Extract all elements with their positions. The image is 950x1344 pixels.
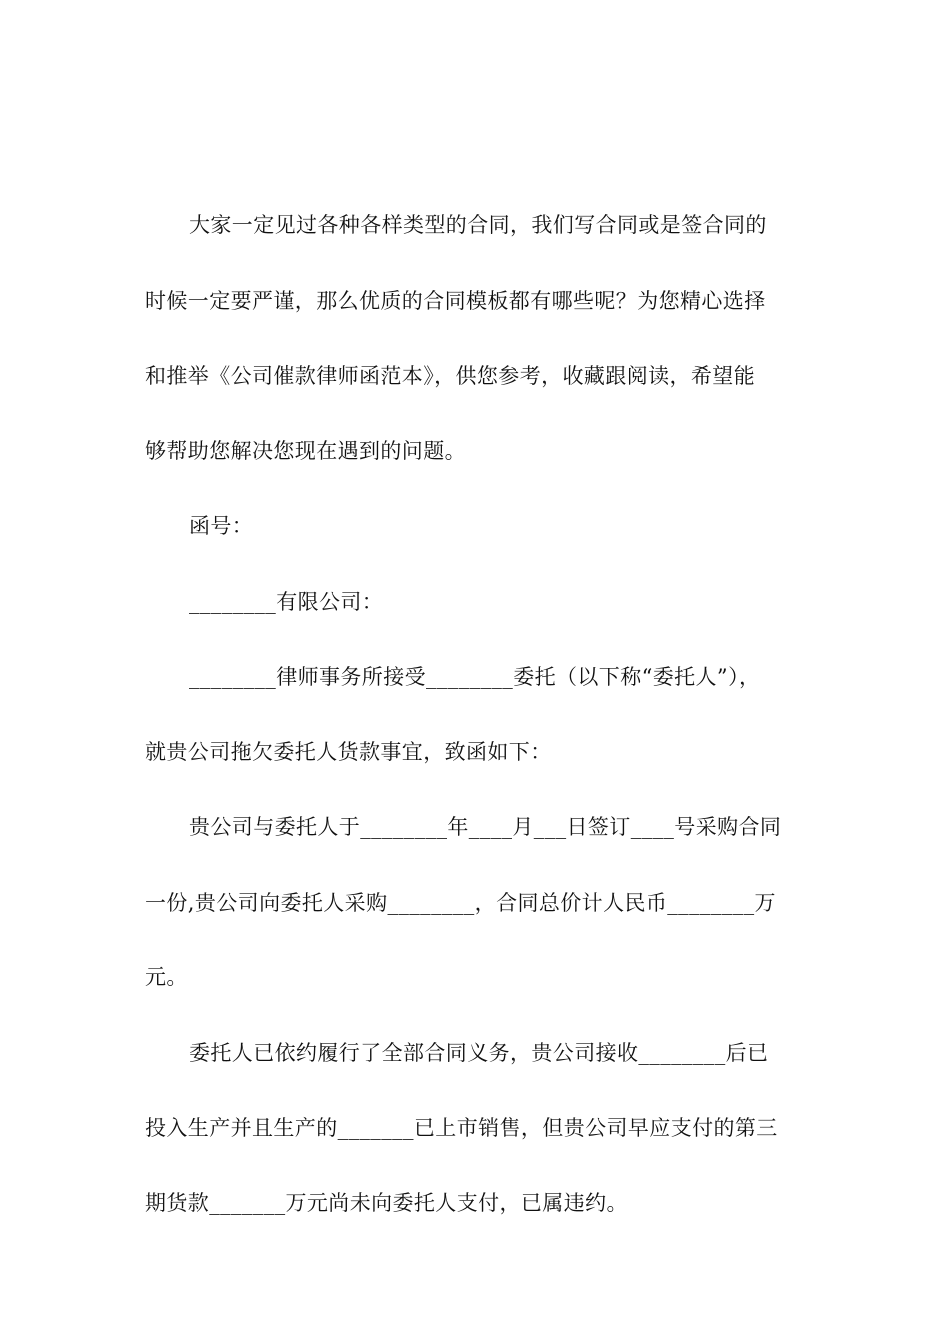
intro-paragraph-line-2: 时候一定要严谨，那么优质的合同模板都有哪些呢？为您精心选择 — [145, 289, 766, 313]
entrustment-paragraph-line-2: 就贵公司拖欠委托人货款事宜，致函如下： — [145, 740, 552, 764]
breach-paragraph-line-3: 期货款_______万元尚未向委托人支付，已属违约。 — [145, 1191, 628, 1215]
breach-paragraph-line-2: 投入生产并且生产的_______已上市销售，但贵公司早应支付的第三 — [145, 1116, 778, 1140]
letter-number-label: 函号： — [189, 514, 254, 538]
contract-paragraph-line-1: 贵公司与委托人于________年____月___日签订____号采购合同 — [189, 815, 782, 839]
intro-paragraph-line-4: 够帮助您解决您现在遇到的问题。 — [145, 439, 466, 463]
intro-paragraph-line-3: 和推举《公司催款律师函范本》，供您参考，收藏跟阅读，希望能 — [145, 364, 756, 388]
intro-paragraph-line-1: 大家一定见过各种各样类型的合同，我们写合同或是签合同的 — [189, 213, 767, 237]
breach-paragraph-line-1: 委托人已依约履行了全部合同义务，贵公司接收________后已 — [189, 1041, 769, 1065]
contract-paragraph-line-2: 一份,贵公司向委托人采购________，合同总价计人民币________万 — [145, 891, 776, 915]
addressee-line: ________有限公司： — [189, 590, 384, 614]
entrustment-paragraph-line-1: ________律师事务所接受________委托（以下称“委托人”）， — [189, 665, 761, 689]
contract-paragraph-line-3: 元。 — [145, 965, 188, 989]
